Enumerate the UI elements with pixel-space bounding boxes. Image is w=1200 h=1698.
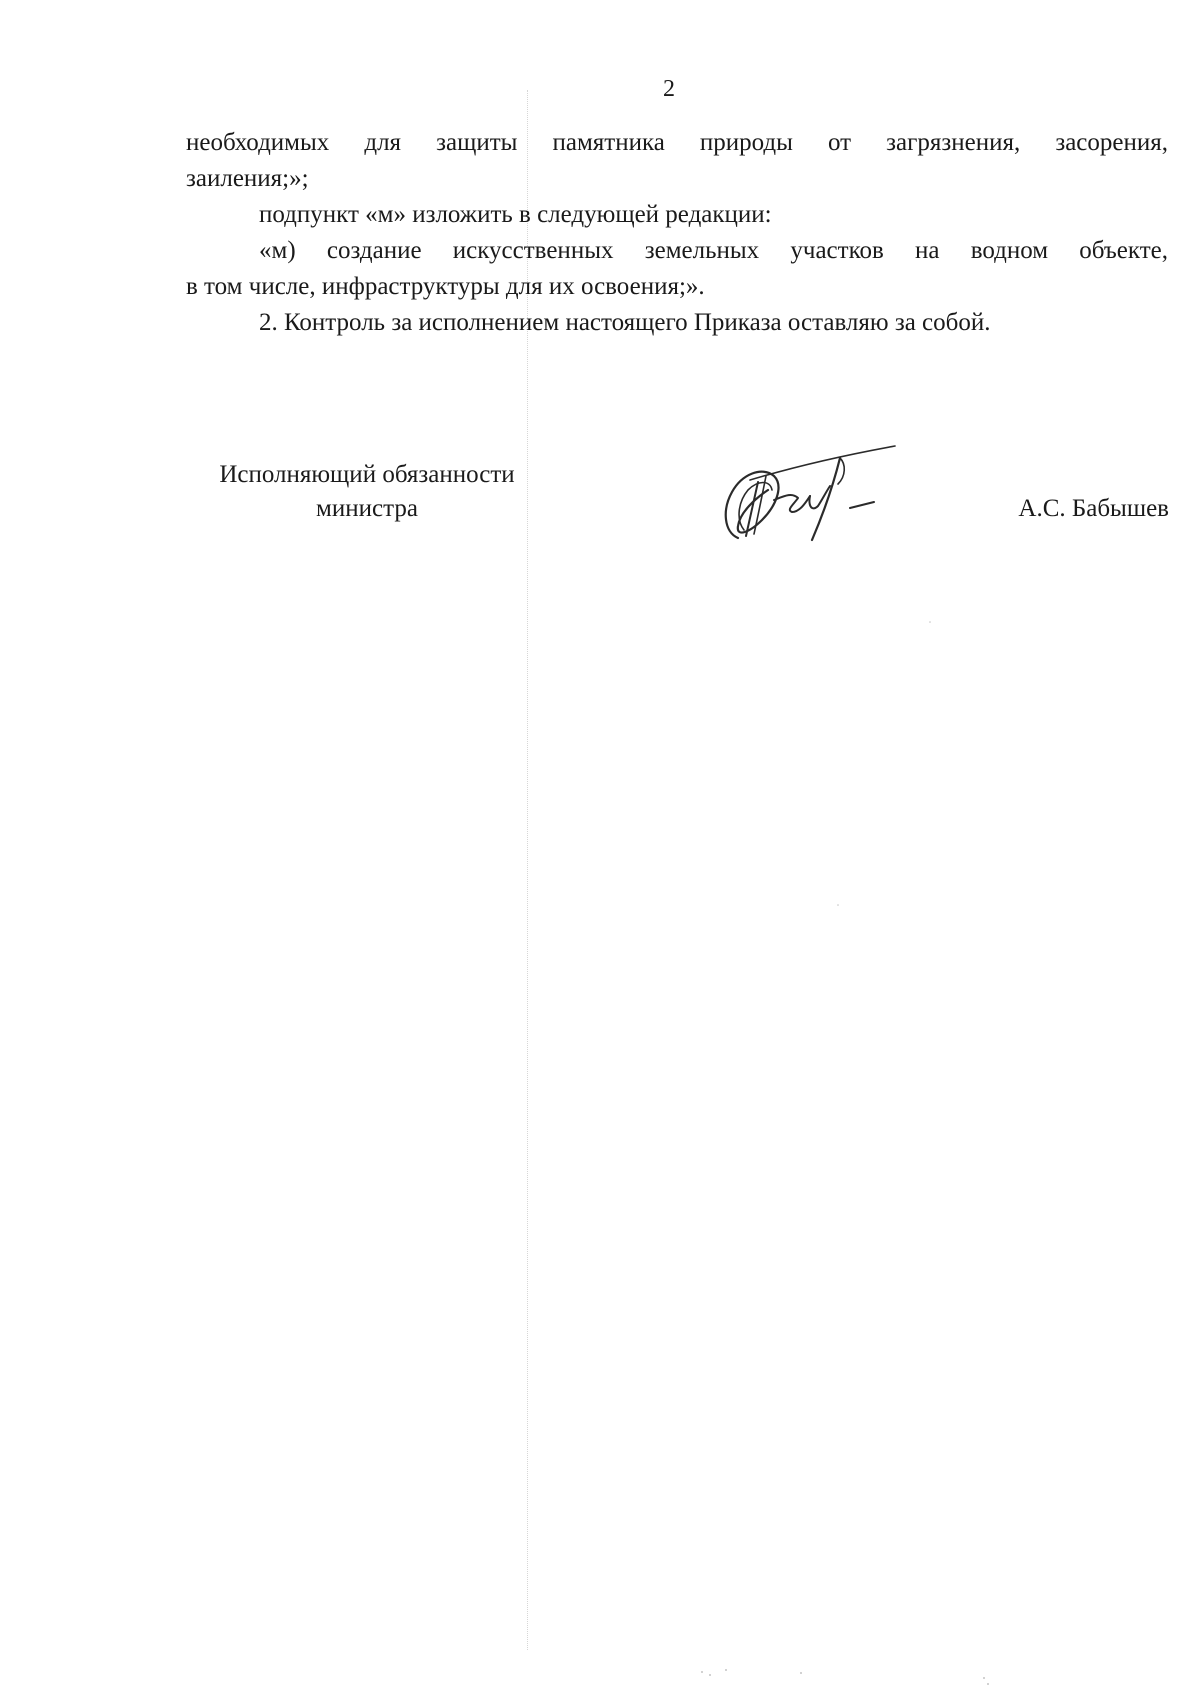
signer-position-line2: министра: [316, 495, 418, 522]
signer-position-line1: Исполняющий обязанности: [219, 461, 515, 488]
paragraph-subclause-m-line2: в том числе, инфраструктуры для их освоения;».: [186, 273, 705, 300]
page-number: 2: [663, 76, 675, 102]
signer-name: А.С. Бабышев: [1018, 495, 1169, 522]
signature-block: [0, 458, 1200, 578]
paragraph-control-clause: 2. Контроль за исполнением настоящего Приказа оставляю за собой.: [259, 309, 991, 336]
paragraph-subclause-m-line1: «м) создание искусственных земельных участков на водном объекте,: [259, 237, 1168, 264]
paragraph-continuation-end: заиления;»;: [186, 165, 309, 192]
document-body: [186, 125, 1168, 341]
paragraph-continuation-line: необходимых для защиты памятника природы от загрязнения, засорения,: [186, 129, 1168, 156]
signer-position: [186, 458, 548, 526]
handwritten-signature: [700, 420, 900, 560]
paragraph-subclause-intro: подпункт «м» изложить в следующей редакции:: [259, 201, 772, 228]
